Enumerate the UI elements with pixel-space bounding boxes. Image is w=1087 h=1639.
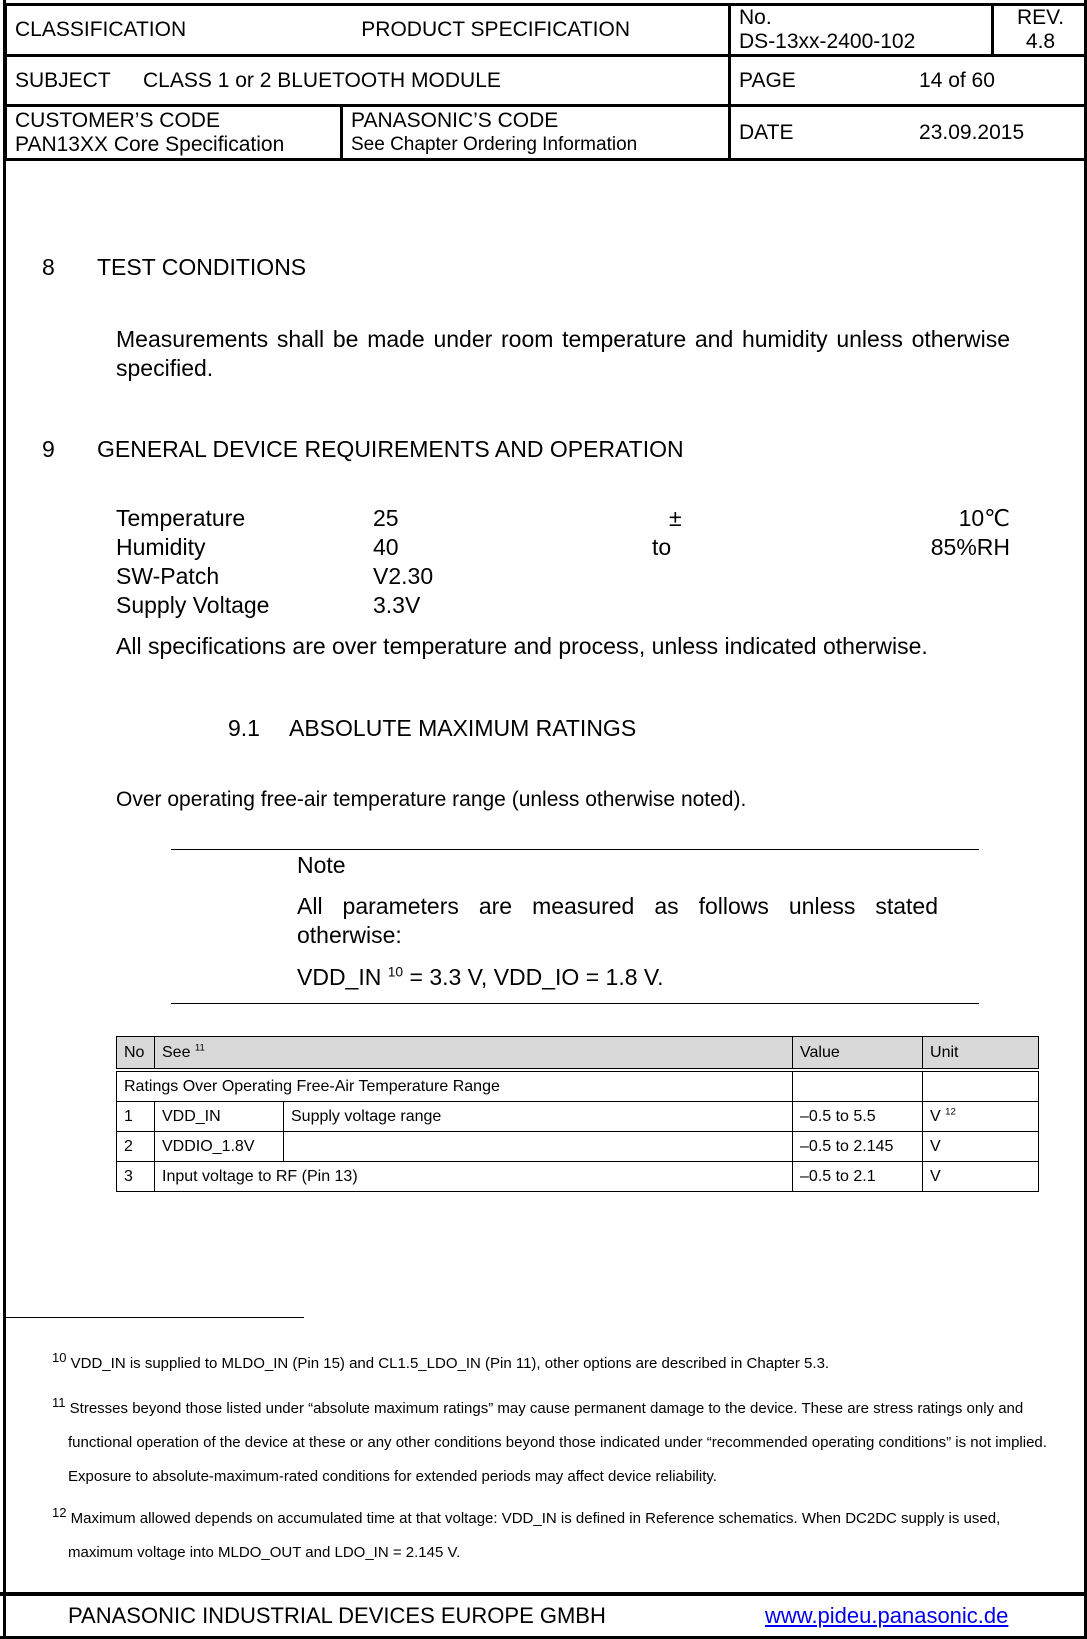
cell-desc: Supply voltage range: [284, 1102, 793, 1132]
condition-value: 3.3V: [373, 592, 421, 618]
page-border-left: [3, 0, 6, 1639]
subject-value: CLASS 1 or 2 BLUETOOTH MODULE: [143, 68, 501, 92]
note-line-footnote-ref: 10: [387, 964, 404, 980]
note-line: [297, 963, 664, 992]
footnote-text: VDD_IN is supplied to MLDO_IN (Pin 15) and CL1.5_LDO_IN (Pin 11), other options are described in Chapter 5.3.: [70, 1355, 830, 1372]
header-see: [155, 1037, 793, 1071]
note-text: All parameters are measured as follows unless stated otherwise:: [297, 893, 938, 948]
section-9-number: 9: [42, 436, 55, 462]
cell-no: 3: [117, 1162, 155, 1192]
footnote-mark: 11: [52, 1395, 66, 1410]
footnote-11: [52, 1392, 1068, 1494]
condition-row: [116, 562, 1010, 591]
cell-unit-text: V: [930, 1107, 941, 1125]
section-8-number: 8: [42, 254, 55, 280]
subject-label: SUBJECT: [15, 68, 111, 92]
footer-rule: [0, 1592, 1087, 1596]
rev-cell: [993, 5, 1087, 56]
cell-value: –0.5 to 5.5: [793, 1102, 923, 1132]
section-9-1-title: ABSOLUTE MAXIMUM RATINGS: [289, 715, 637, 741]
cell-value: –0.5 to 2.1: [793, 1162, 923, 1192]
customer-code-value: PAN13XX Core Specification: [15, 132, 285, 156]
condition-row: [116, 533, 1010, 562]
customer-code-label: CUSTOMER’S CODE: [15, 108, 220, 132]
date-value: 23.09.2015: [919, 120, 1025, 144]
condition-label: Temperature: [116, 505, 246, 531]
condition-row: [116, 591, 1010, 620]
condition-value: 40: [373, 534, 399, 560]
cell-unit: [923, 1102, 1039, 1132]
footnote-separator: [6, 1317, 304, 1318]
table-header-row: [117, 1037, 1039, 1071]
page-cell: [730, 56, 1087, 106]
footnote-mark: 12: [52, 1505, 67, 1520]
condition-label: Supply Voltage: [116, 592, 270, 618]
condition-label: Humidity: [116, 534, 206, 560]
condition-row: [116, 504, 1010, 533]
panasonic-code-value: See Chapter Ordering Information: [351, 133, 638, 155]
condition-value: V2.30: [373, 563, 434, 589]
footnote-mark: 10: [52, 1350, 67, 1365]
header-see-footnote-ref: 11: [194, 1042, 205, 1054]
table-group-row: [117, 1070, 1039, 1102]
group-value-empty: [793, 1070, 923, 1102]
page-label: PAGE: [739, 68, 796, 92]
spec-note: All specifications are over temperature and process, unless indicated otherwise.: [116, 633, 928, 659]
cell-name: VDD_IN: [155, 1102, 284, 1132]
header-see-label: See: [162, 1043, 191, 1061]
subject-cell: [6, 56, 730, 106]
group-unit-empty: [923, 1070, 1039, 1102]
header-no: No: [117, 1037, 155, 1071]
cell-no: 2: [117, 1132, 155, 1162]
footnote-12: [52, 1502, 1068, 1570]
classification-label: CLASSIFICATION: [15, 18, 187, 41]
condition-label: SW-Patch: [116, 563, 220, 589]
cell-unit-footnote-ref: 12: [945, 1106, 956, 1118]
test-conditions-list: [116, 504, 1010, 620]
note-rule-bottom: [171, 1003, 979, 1004]
note-line-post: = 3.3 V, VDD_IO = 1.8 V.: [403, 964, 664, 990]
cell-no: 1: [117, 1102, 155, 1132]
header-unit: Unit: [923, 1037, 1039, 1071]
note-rule-top: [171, 849, 979, 850]
cell-value: –0.5 to 2.145: [793, 1132, 923, 1162]
footer-company: PANASONIC INDUSTRIAL DEVICES EUROPE GMBH: [68, 1603, 606, 1628]
panasonic-code-label: PANASONIC’S CODE: [351, 108, 559, 132]
document-header: [4, 3, 1087, 161]
cell-desc: [284, 1132, 793, 1162]
header-value: Value: [793, 1037, 923, 1071]
condition-mid: ±: [669, 505, 682, 531]
note-line-pre: VDD_IN: [297, 964, 382, 990]
spec-type: PRODUCT SPECIFICATION: [361, 18, 631, 41]
rev-value: 4.8: [1025, 30, 1056, 53]
customer-code-cell: [6, 106, 342, 160]
footer-website-link[interactable]: www.pideu.panasonic.de: [765, 1603, 1009, 1628]
table-row: [117, 1102, 1039, 1132]
doc-number: DS-13xx-2400-102: [739, 30, 916, 53]
table-row: [117, 1162, 1039, 1192]
cell-unit: V: [923, 1132, 1039, 1162]
section-9-1-intro: Over operating free-air temperature range (unless otherwise noted).: [116, 788, 747, 811]
table-row: [117, 1132, 1039, 1162]
rev-label: REV.: [1016, 6, 1065, 29]
note-title: Note: [297, 852, 346, 878]
cell-unit: V: [923, 1162, 1039, 1192]
doc-number-cell: [730, 5, 993, 56]
group-title: Ratings Over Operating Free-Air Temperature Range: [117, 1070, 793, 1102]
condition-mid: to: [652, 534, 672, 560]
page-value: 14 of 60: [919, 68, 995, 92]
condition-end: 85%RH: [930, 534, 1010, 560]
section-9-title: GENERAL DEVICE REQUIREMENTS AND OPERATION: [97, 436, 684, 462]
footnote-text: Stresses beyond those listed under “absolute maximum ratings” may cause permanent damage to the device. These are stress ratings only and functional operation of the device at these or any other conditions beyond those indicated under “recommended operating conditions” is not implied. Exposure to absolute-maximum-rated conditions for extended periods may affect device reliability.: [68, 1400, 1047, 1485]
section-8-text: Measurements shall be made under room temperature and humidity unless otherwise specified.: [116, 326, 1010, 381]
no-label: No.: [739, 6, 772, 29]
panasonic-code-cell: [342, 106, 730, 160]
date-label: DATE: [739, 120, 794, 144]
condition-value: 25: [373, 505, 399, 531]
cell-name: VDDIO_1.8V: [155, 1132, 284, 1162]
cell-name: Input voltage to RF (Pin 13): [155, 1162, 793, 1192]
section-8-title: TEST CONDITIONS: [97, 254, 307, 280]
classification-cell: [6, 5, 730, 56]
footnote-text: Maximum allowed depends on accumulated time at that voltage: VDD_IN is defined in Reference schematics. When DC2DC supply is used, maximum voltage into MLDO_OUT and LDO_IN = 2.145 V.: [68, 1510, 1001, 1561]
footnote-10: [52, 1347, 1062, 1381]
ratings-table: [116, 1036, 1039, 1192]
condition-end: 10℃: [958, 505, 1010, 531]
section-9-1-number: 9.1: [228, 715, 260, 741]
date-cell: [730, 106, 1087, 160]
